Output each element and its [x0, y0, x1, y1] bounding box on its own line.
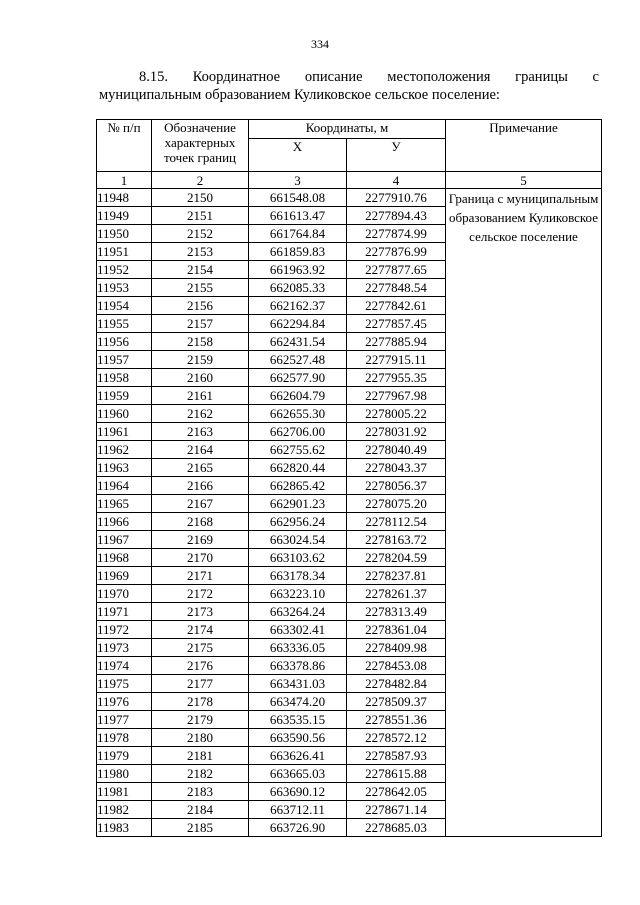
cell-y: 2278642.05 [347, 783, 446, 801]
cell-y: 2278040.49 [347, 441, 446, 459]
cell-point: 2159 [152, 351, 249, 369]
cell-num: 11969 [97, 567, 152, 585]
header-num: № п/п [97, 120, 152, 172]
column-number: 1 [97, 172, 152, 189]
cell-x: 662865.42 [249, 477, 347, 495]
heading-word: границы [515, 69, 568, 85]
cell-point: 2178 [152, 693, 249, 711]
header-note: Примечание [446, 120, 602, 172]
heading-line-1 [99, 68, 599, 86]
cell-x: 662820.44 [249, 459, 347, 477]
cell-num: 11973 [97, 639, 152, 657]
cell-y: 2278031.92 [347, 423, 446, 441]
cell-x: 663535.15 [249, 711, 347, 729]
cell-y: 2277910.76 [347, 189, 446, 207]
cell-y: 2277874.99 [347, 225, 446, 243]
cell-x: 661764.84 [249, 225, 347, 243]
column-number: 3 [249, 172, 347, 189]
cell-x: 662294.84 [249, 315, 347, 333]
cell-y: 2277885.94 [347, 333, 446, 351]
cell-x: 661963.92 [249, 261, 347, 279]
cell-x: 662901.23 [249, 495, 347, 513]
cell-x: 663726.90 [249, 819, 347, 837]
cell-num: 11961 [97, 423, 152, 441]
cell-y: 2278313.49 [347, 603, 446, 621]
cell-point: 2152 [152, 225, 249, 243]
cell-x: 662706.00 [249, 423, 347, 441]
cell-point: 2183 [152, 783, 249, 801]
cell-point: 2170 [152, 549, 249, 567]
table-row [97, 189, 602, 207]
cell-x: 663302.41 [249, 621, 347, 639]
cell-y: 2278409.98 [347, 639, 446, 657]
cell-y: 2278056.37 [347, 477, 446, 495]
cell-y: 2277967.98 [347, 387, 446, 405]
cell-x: 663431.03 [249, 675, 347, 693]
cell-x: 663474.20 [249, 693, 347, 711]
heading-word: описание [304, 69, 363, 85]
header-coordinates: Координаты, м [249, 120, 446, 139]
cell-point: 2173 [152, 603, 249, 621]
header-y: У [347, 139, 446, 172]
cell-y: 2278551.36 [347, 711, 446, 729]
cell-num: 11954 [97, 297, 152, 315]
cell-y: 2278237.81 [347, 567, 446, 585]
cell-x: 663665.03 [249, 765, 347, 783]
cell-num: 11958 [97, 369, 152, 387]
cell-x: 662431.54 [249, 333, 347, 351]
column-number-row [97, 172, 602, 189]
cell-y: 2278615.88 [347, 765, 446, 783]
cell-num: 11972 [97, 621, 152, 639]
cell-point: 2167 [152, 495, 249, 513]
cell-num: 11957 [97, 351, 152, 369]
cell-num: 11951 [97, 243, 152, 261]
header-x: X [249, 139, 347, 172]
column-number: 5 [446, 172, 602, 189]
cell-x: 662527.48 [249, 351, 347, 369]
cell-num: 11956 [97, 333, 152, 351]
page-number: 334 [311, 37, 329, 51]
cell-y: 2278671.14 [347, 801, 446, 819]
cell-point: 2184 [152, 801, 249, 819]
cell-point: 2174 [152, 621, 249, 639]
cell-num: 11980 [97, 765, 152, 783]
header-designation: Обозначение характерных точек границ [152, 120, 249, 172]
cell-num: 11968 [97, 549, 152, 567]
note-cell: Граница с муниципальным образованием Куликовское сельское поселение [446, 189, 602, 837]
cell-x: 663103.62 [249, 549, 347, 567]
cell-point: 2151 [152, 207, 249, 225]
cell-point: 2157 [152, 315, 249, 333]
cell-point: 2162 [152, 405, 249, 423]
cell-y: 2277915.11 [347, 351, 446, 369]
cell-y: 2278112.54 [347, 513, 446, 531]
cell-x: 663590.56 [249, 729, 347, 747]
cell-y: 2277955.35 [347, 369, 446, 387]
cell-y: 2278075.20 [347, 495, 446, 513]
column-number: 4 [347, 172, 446, 189]
heading-word: 8.15. [139, 69, 168, 85]
cell-x: 663223.10 [249, 585, 347, 603]
cell-num: 11948 [97, 189, 152, 207]
cell-num: 11966 [97, 513, 152, 531]
cell-x: 661859.83 [249, 243, 347, 261]
heading-line-2: муниципальным образованием Куликовское сельское поселение: [99, 87, 500, 103]
cell-y: 2278453.08 [347, 657, 446, 675]
cell-x: 662956.24 [249, 513, 347, 531]
cell-point: 2154 [152, 261, 249, 279]
cell-num: 11982 [97, 801, 152, 819]
cell-x: 663712.11 [249, 801, 347, 819]
heading-word: местоположения [387, 69, 491, 85]
cell-x: 663178.34 [249, 567, 347, 585]
cell-num: 11955 [97, 315, 152, 333]
cell-point: 2182 [152, 765, 249, 783]
cell-x: 662755.62 [249, 441, 347, 459]
cell-point: 2160 [152, 369, 249, 387]
cell-y: 2277857.45 [347, 315, 446, 333]
cell-num: 11962 [97, 441, 152, 459]
cell-y: 2278005.22 [347, 405, 446, 423]
cell-point: 2150 [152, 189, 249, 207]
cell-num: 11983 [97, 819, 152, 837]
cell-x: 663336.05 [249, 639, 347, 657]
cell-point: 2165 [152, 459, 249, 477]
cell-num: 11974 [97, 657, 152, 675]
section-heading [99, 68, 599, 104]
cell-y: 2277842.61 [347, 297, 446, 315]
cell-y: 2278361.04 [347, 621, 446, 639]
cell-x: 663024.54 [249, 531, 347, 549]
cell-point: 2156 [152, 297, 249, 315]
cell-point: 2153 [152, 243, 249, 261]
cell-num: 11981 [97, 783, 152, 801]
cell-num: 11949 [97, 207, 152, 225]
cell-num: 11964 [97, 477, 152, 495]
cell-point: 2180 [152, 729, 249, 747]
cell-point: 2169 [152, 531, 249, 549]
cell-y: 2278043.37 [347, 459, 446, 477]
cell-num: 11965 [97, 495, 152, 513]
cell-y: 2278587.93 [347, 747, 446, 765]
cell-point: 2164 [152, 441, 249, 459]
cell-point: 2176 [152, 657, 249, 675]
cell-y: 2277877.65 [347, 261, 446, 279]
cell-y: 2277848.54 [347, 279, 446, 297]
cell-num: 11977 [97, 711, 152, 729]
cell-x: 662162.37 [249, 297, 347, 315]
heading-word: Координатное [192, 69, 281, 85]
cell-num: 11978 [97, 729, 152, 747]
cell-y: 2277876.99 [347, 243, 446, 261]
heading-word: с [592, 69, 599, 85]
cell-y: 2278163.72 [347, 531, 446, 549]
cell-point: 2177 [152, 675, 249, 693]
cell-y: 2278509.37 [347, 693, 446, 711]
cell-x: 662655.30 [249, 405, 347, 423]
cell-y: 2278204.59 [347, 549, 446, 567]
cell-num: 11950 [97, 225, 152, 243]
cell-num: 11960 [97, 405, 152, 423]
cell-y: 2278482.84 [347, 675, 446, 693]
cell-y: 2277894.43 [347, 207, 446, 225]
cell-x: 662085.33 [249, 279, 347, 297]
cell-num: 11952 [97, 261, 152, 279]
cell-num: 11963 [97, 459, 152, 477]
cell-num: 11971 [97, 603, 152, 621]
cell-point: 2158 [152, 333, 249, 351]
cell-num: 11979 [97, 747, 152, 765]
cell-point: 2161 [152, 387, 249, 405]
cell-x: 663690.12 [249, 783, 347, 801]
coordinates-table [96, 119, 602, 837]
cell-x: 663378.86 [249, 657, 347, 675]
cell-x: 661548.08 [249, 189, 347, 207]
cell-x: 663626.41 [249, 747, 347, 765]
cell-x: 662604.79 [249, 387, 347, 405]
cell-point: 2185 [152, 819, 249, 837]
cell-point: 2166 [152, 477, 249, 495]
cell-num: 11953 [97, 279, 152, 297]
cell-point: 2172 [152, 585, 249, 603]
cell-point: 2179 [152, 711, 249, 729]
cell-x: 663264.24 [249, 603, 347, 621]
column-number: 2 [152, 172, 249, 189]
cell-num: 11970 [97, 585, 152, 603]
cell-num: 11959 [97, 387, 152, 405]
cell-num: 11976 [97, 693, 152, 711]
cell-point: 2181 [152, 747, 249, 765]
cell-x: 661613.47 [249, 207, 347, 225]
cell-point: 2155 [152, 279, 249, 297]
cell-y: 2278685.03 [347, 819, 446, 837]
cell-y: 2278261.37 [347, 585, 446, 603]
cell-y: 2278572.12 [347, 729, 446, 747]
cell-num: 11975 [97, 675, 152, 693]
cell-x: 662577.90 [249, 369, 347, 387]
cell-point: 2171 [152, 567, 249, 585]
cell-point: 2163 [152, 423, 249, 441]
cell-point: 2168 [152, 513, 249, 531]
cell-num: 11967 [97, 531, 152, 549]
cell-point: 2175 [152, 639, 249, 657]
table-body [97, 189, 602, 837]
